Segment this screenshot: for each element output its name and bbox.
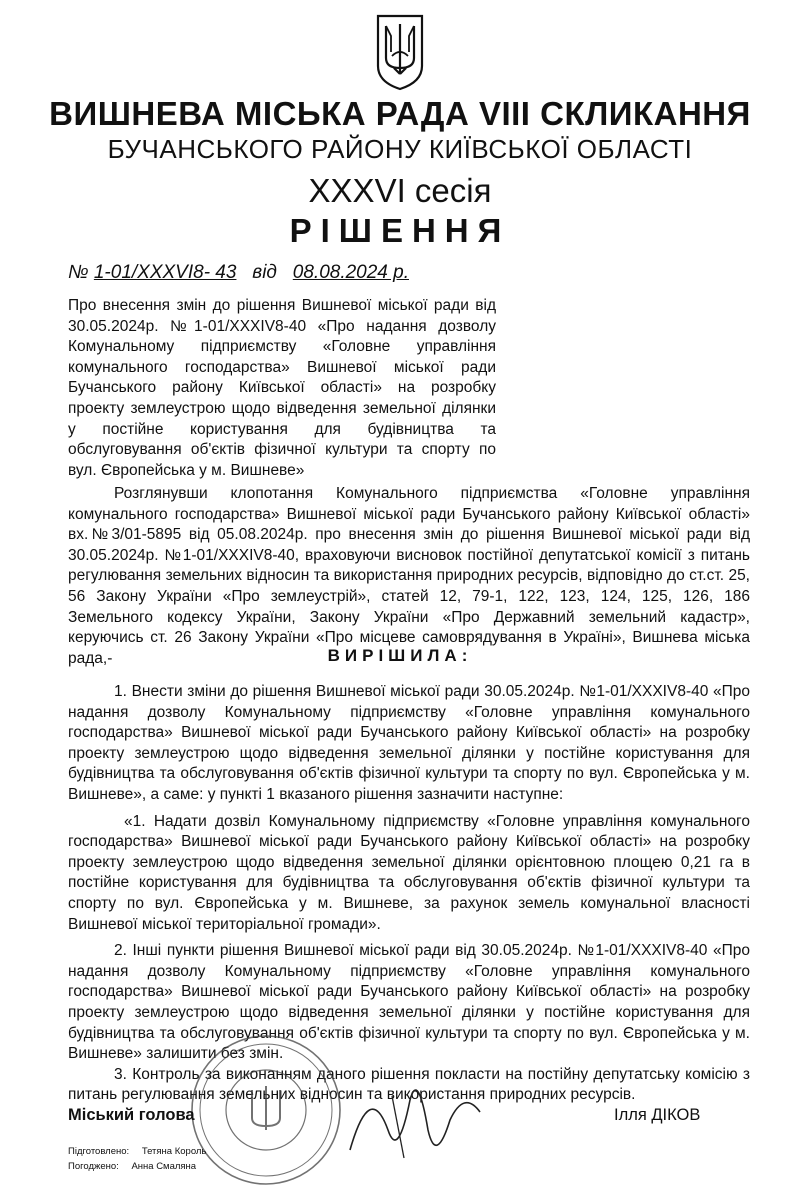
council-name: ВИШНЕВА МІСЬКА РАДА VIII СКЛИКАННЯ [49,95,751,132]
session-title: XXXVI сесія [308,172,492,209]
signatory-position: Міський голова [68,1106,195,1124]
document-type-title: РІШЕННЯ [289,212,511,249]
decision-date: 08.08.2024 р. [292,262,409,283]
official-seal-icon [186,1030,346,1190]
number-prefix: № [68,262,89,283]
coat-of-arms-icon [372,12,428,92]
point-3: 3. Контроль за виконанням даного рішення покласти на постійну депутатську комісію з питань регулювання земельних відносин та використання природних ресурсів. [68,1065,750,1104]
decision-number: 1-01/XXXVI8- 43 [93,262,237,283]
preamble [68,484,750,669]
point-1: 1. Внести зміни до рішення Вишневої міської ради 30.05.2024р. №1-01/XXXIV8-40 «Про надання дозволу Комунальному підприємству «Головне управління комунального господарства» Вишневої міської ради Бучанського району Київської області» на розробку проекту землеустрою щодо відведення земельної ділянки у постійне користування для будівництва та обслуговування об'єктів фізичної культури та спорту по вул. Європейська у м. Вишневе», а саме: у пункті 1 вказаного рішення зазначити наступне: [68,683,750,803]
preamble-paragraph: Розглянувши клопотання Комунального підприємства «Головне управління комунального господарства» Вишневої міської ради Бучанського району Київської області» вх.№3/01-5895 від 05.08.2024р. про внесення змін до рішення Вишневої міської ради від 30.05.2024р. №1-01/XXXIV8-40, враховуючи висновок постійної депутатської комісії з питань регулювання земельних відносин та використання природних ресурсів, відповідно до ст.ст. 25, 56 Закону України «Про землеустрій», статей 12, 79-1, 122, 123, 124, 125, 126, 186 Земельного кодексу України, Закону України «Про Державний земельний кадастр», керуючись ст. 26 Закону України «Про місцеве самоврядування в Україні», Вишнева міська рада,- [68,485,750,667]
subject-paragraph: Про внесення змін до рішення Вишневої міської ради від 30.05.2024р. №1-01/XXXIV8-40 «Про надання дозволу Комунальному підприємству «Головне управління комунального господарства» Вишневої міської ради Бучанського району Київської області» на розробку проекту землеустрою щодо відведення земельної ділянки у постійне користування для будівництва та обслуговування об'єктів фізичної культури та спорту по вул. Європейська у м. Вишневе» [68,297,496,479]
decision-points [68,682,750,1106]
signatory-name: Ілля ДІКОВ [614,1106,701,1124]
point-2: 2. Інші пункти рішення Вишневої міської ради від 30.05.2024р. №1-01/XXXIV8-40 «Про надання дозволу Комунальному підприємству «Головне управління комунального господарства» Вишневої міської ради Бучанського району Київської області» на розробку проекту землеустрою щодо відведення земельної ділянки у постійне користування для будівництва та обслуговування об'єктів фізичної культури та спорту по вул. Європейська у м. Вишневе» залишити без змін. [68,942,750,1063]
prepared-by-label: Підготовлено: [68,1146,130,1157]
date-from-label: від [252,262,277,283]
decision-number-line [68,262,409,284]
council-subtitle: БУЧАНСЬКОГО РАЙОНУ КИЇВСЬКОЇ ОБЛАСТІ [107,134,693,164]
agreed-by-line [68,1161,196,1172]
prepared-by-name: Тетяна Король [141,1146,207,1157]
agreed-by-label: Погоджено: [68,1161,119,1172]
decided-heading: ВИРІШИЛА: [327,646,473,665]
agreed-by-name: Анна Смаляна [131,1161,197,1172]
handwritten-signature-icon [340,1060,490,1170]
prepared-by-line [68,1146,206,1157]
point-1-quote: «1. Надати дозвіл Комунальному підприємству «Головне управління комунального господарства» Вишневої міської ради Бучанського району Київської області» на розробку проекту землеустрою щодо відведення земельної ділянки орієнтовною площею 0,21 га в постійне користування для будівництва та обслуговування об'єктів фізичної культури та спорту по вул. Європейська у м. Вишневе, за рахунок земель комунальної власності Вишневої міської територіальної громади». [68,812,750,933]
